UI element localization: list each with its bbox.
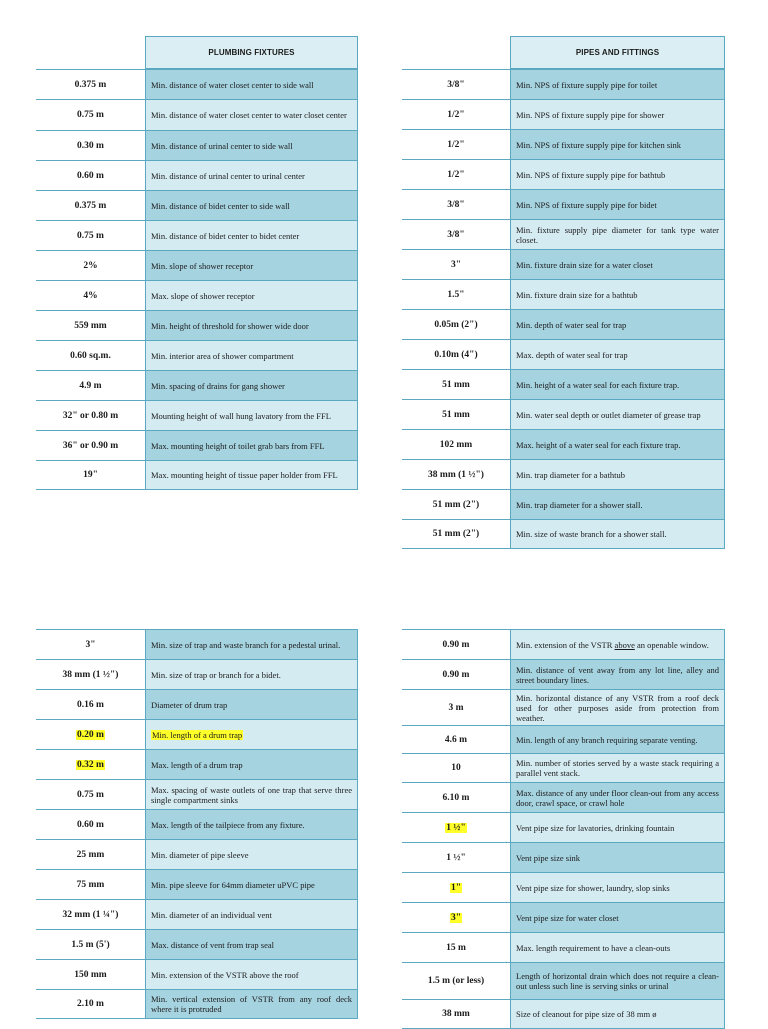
row-value: 150 mm <box>36 959 145 989</box>
table-row <box>36 899 358 929</box>
row-description: Min. number of stories served by a waste stack requiring a parallel vent stack. <box>510 753 725 782</box>
row-value: 38 mm (1 ½") <box>402 459 510 489</box>
row-description: Min. NPS of fixture supply pipe for shower <box>510 99 725 129</box>
row-value: 559 mm <box>36 310 145 340</box>
row-description: Min. distance of bidet center to bidet center <box>145 220 358 250</box>
row-description: Min. distance of water closet center to side wall <box>145 69 358 99</box>
table-row <box>402 842 725 872</box>
row-description: Min. NPS of fixture supply pipe for bidet <box>510 189 725 219</box>
table-row <box>36 370 358 400</box>
row-value: 0.32 m <box>36 749 145 779</box>
row-description: Mounting height of wall hung lavatory from the FFL <box>145 400 358 430</box>
row-description: Size of cleanout for pipe size of 38 mm ø <box>510 999 725 1029</box>
row-description: Min. size of waste branch for a shower stall. <box>510 519 725 549</box>
table-row <box>402 629 725 659</box>
row-value: 0.20 m <box>36 719 145 749</box>
row-value: 3/8" <box>402 189 510 219</box>
row-value: 0.60 m <box>36 160 145 190</box>
row-value: 75 mm <box>36 869 145 899</box>
row-description: Max. distance of vent from trap seal <box>145 929 358 959</box>
row-description: Vent pipe size sink <box>510 842 725 872</box>
pipes-fittings-table <box>402 36 725 549</box>
row-description: Min. slope of shower receptor <box>145 250 358 280</box>
row-description: Min. height of a water seal for each fixture trap. <box>510 369 725 399</box>
row-description: Min. size of trap or branch for a bidet. <box>145 659 358 689</box>
row-description: Min. spacing of drains for gang shower <box>145 370 358 400</box>
row-description: Min. depth of water seal for trap <box>510 309 725 339</box>
table-row <box>402 399 725 429</box>
row-value: 1.5 m (or less) <box>402 962 510 999</box>
row-value: 32" or 0.80 m <box>36 400 145 430</box>
traps-table <box>36 629 358 1019</box>
table-row <box>402 999 725 1029</box>
row-value: 3/8" <box>402 219 510 249</box>
row-value: 1.5 m (5') <box>36 929 145 959</box>
table-row <box>36 869 358 899</box>
table-row <box>402 689 725 725</box>
row-description: Max. mounting height of tissue paper holder from FFL <box>145 460 358 490</box>
row-description: Min. fixture drain size for a water closet <box>510 249 725 279</box>
table-row <box>402 309 725 339</box>
row-description: Min. diameter of an individual vent <box>145 899 358 929</box>
table-header: PLUMBING FIXTURES <box>145 36 358 69</box>
table-row <box>402 753 725 782</box>
row-description: Max. length of a drum trap <box>145 749 358 779</box>
row-value: 0.90 m <box>402 629 510 659</box>
table-row <box>36 250 358 280</box>
table-row <box>402 872 725 902</box>
table-row <box>36 929 358 959</box>
row-description: Min. trap diameter for a shower stall. <box>510 489 725 519</box>
table-row <box>36 190 358 220</box>
row-value: 1/2" <box>402 99 510 129</box>
row-description: Min. NPS of fixture supply pipe for bathtub <box>510 159 725 189</box>
row-value: 1 ½" <box>402 812 510 842</box>
row-value: 36" or 0.90 m <box>36 430 145 460</box>
table-row <box>402 369 725 399</box>
row-value: 0.375 m <box>36 190 145 220</box>
table-row <box>402 489 725 519</box>
table-row <box>36 989 358 1019</box>
table-row <box>36 719 358 749</box>
table-row <box>36 959 358 989</box>
table-row <box>36 839 358 869</box>
table-row <box>402 459 725 489</box>
row-description: Min. fixture supply pipe diameter for tank type water closet. <box>510 219 725 249</box>
table-row <box>402 279 725 309</box>
row-description: Diameter of drum trap <box>145 689 358 719</box>
row-value: 38 mm <box>402 999 510 1029</box>
table-row <box>36 460 358 490</box>
table-row <box>402 932 725 962</box>
table-row <box>36 659 358 689</box>
table-row <box>402 159 725 189</box>
row-value: 3" <box>402 249 510 279</box>
table-row <box>402 129 725 159</box>
row-value: 1/2" <box>402 129 510 159</box>
row-value: 51 mm <box>402 399 510 429</box>
table-row <box>36 130 358 160</box>
table-row <box>36 400 358 430</box>
row-value: 3 m <box>402 689 510 725</box>
table-row <box>36 809 358 839</box>
table-row <box>402 902 725 932</box>
plumbing-fixtures-table <box>36 36 358 490</box>
table-row <box>36 160 358 190</box>
table-header: PIPES AND FITTINGS <box>510 36 725 69</box>
row-value: 1/2" <box>402 159 510 189</box>
row-value: 10 <box>402 753 510 782</box>
row-description: Min. distance of urinal center to urinal center <box>145 160 358 190</box>
row-value: 51 mm (2") <box>402 519 510 549</box>
row-description: Vent pipe size for water closet <box>510 902 725 932</box>
row-description: Vent pipe size for lavatories, drinking fountain <box>510 812 725 842</box>
row-value: 51 mm <box>402 369 510 399</box>
row-description: Min. distance of water closet center to water closet center <box>145 99 358 130</box>
row-value: 2% <box>36 250 145 280</box>
row-value: 4.6 m <box>402 725 510 753</box>
table-row <box>402 659 725 689</box>
row-description: Min. distance of urinal center to side wall <box>145 130 358 160</box>
row-description: Min. NPS of fixture supply pipe for toilet <box>510 69 725 99</box>
row-description: Min. size of trap and waste branch for a pedestal urinal. <box>145 629 358 659</box>
table-row <box>402 429 725 459</box>
table-row <box>402 812 725 842</box>
row-value: 0.60 sq.m. <box>36 340 145 370</box>
row-description: Max. length of the tailpiece from any fixture. <box>145 809 358 839</box>
row-value: 2.10 m <box>36 989 145 1019</box>
row-value: 3/8" <box>402 69 510 99</box>
row-value: 4% <box>36 280 145 310</box>
row-description: Min. interior area of shower compartment <box>145 340 358 370</box>
row-value: 0.75 m <box>36 220 145 250</box>
table-row <box>402 339 725 369</box>
row-value: 0.05m (2") <box>402 309 510 339</box>
table-row <box>402 99 725 129</box>
row-value: 3" <box>402 902 510 932</box>
row-description: Min. horizontal distance of any VSTR from a roof deck used for other purposes aside from protection from weather. <box>510 689 725 725</box>
row-description: Max. mounting height of toilet grab bars from FFL <box>145 430 358 460</box>
table-row <box>402 249 725 279</box>
row-description: Min. diameter of pipe sleeve <box>145 839 358 869</box>
row-value: 1 ½" <box>402 842 510 872</box>
row-value: 25 mm <box>36 839 145 869</box>
row-value: 0.60 m <box>36 809 145 839</box>
row-value: 0.375 m <box>36 69 145 99</box>
row-description: Max. height of a water seal for each fixture trap. <box>510 429 725 459</box>
row-description: Min. height of threshold for shower wide door <box>145 310 358 340</box>
vents-table <box>402 629 725 1029</box>
row-description: Vent pipe size for shower, laundry, slop sinks <box>510 872 725 902</box>
row-description: Min. distance of bidet center to side wall <box>145 190 358 220</box>
row-value: 1.5" <box>402 279 510 309</box>
table-row <box>36 310 358 340</box>
table-row <box>36 220 358 250</box>
row-value: 32 mm (1 ¼") <box>36 899 145 929</box>
table-row <box>402 962 725 999</box>
table-row <box>36 689 358 719</box>
row-description: Min. length of any branch requiring separate venting. <box>510 725 725 753</box>
row-description: Max. spacing of waste outlets of one trap that serve three single compartment sinks <box>145 779 358 809</box>
row-value: 6.10 m <box>402 782 510 812</box>
row-value: 51 mm (2") <box>402 489 510 519</box>
row-description: Min. extension of the VSTR above an openable window. <box>510 629 725 659</box>
row-description: Max. slope of shower receptor <box>145 280 358 310</box>
row-value: 4.9 m <box>36 370 145 400</box>
table-row <box>402 69 725 99</box>
table-row <box>36 749 358 779</box>
row-value: 1" <box>402 872 510 902</box>
row-description: Min. trap diameter for a bathtub <box>510 459 725 489</box>
table-row <box>402 725 725 753</box>
table-row <box>36 629 358 659</box>
row-description: Min. pipe sleeve for 64mm diameter uPVC pipe <box>145 869 358 899</box>
table-row <box>402 219 725 249</box>
table-row <box>36 69 358 99</box>
row-description: Max. depth of water seal for trap <box>510 339 725 369</box>
table-row <box>36 99 358 130</box>
row-description: Min. distance of vent away from any lot line, alley and street boundary lines. <box>510 659 725 689</box>
row-value: 0.75 m <box>36 779 145 809</box>
row-value: 19" <box>36 460 145 490</box>
row-value: 3" <box>36 629 145 659</box>
row-description: Min. extension of the VSTR above the roof <box>145 959 358 989</box>
table-row <box>36 280 358 310</box>
row-value: 0.10m (4") <box>402 339 510 369</box>
row-value: 0.90 m <box>402 659 510 689</box>
row-description: Min. vertical extension of VSTR from any roof deck where it is protruded <box>145 989 358 1019</box>
table-row <box>36 340 358 370</box>
table-row <box>402 782 725 812</box>
row-value: 0.30 m <box>36 130 145 160</box>
row-value: 15 m <box>402 932 510 962</box>
table-row <box>36 779 358 809</box>
row-description: Length of horizontal drain which does not require a clean-out unless such line is serving sinks or urinal <box>510 962 725 999</box>
row-description: Min. water seal depth or outlet diameter of grease trap <box>510 399 725 429</box>
row-value: 0.16 m <box>36 689 145 719</box>
row-value: 102 mm <box>402 429 510 459</box>
row-value: 0.75 m <box>36 99 145 130</box>
row-value: 38 mm (1 ½") <box>36 659 145 689</box>
row-description: Min. NPS of fixture supply pipe for kitchen sink <box>510 129 725 159</box>
table-row <box>36 430 358 460</box>
row-description: Max. length requirement to have a clean-outs <box>510 932 725 962</box>
row-description: Min. fixture drain size for a bathtub <box>510 279 725 309</box>
row-description: Max. distance of any under floor clean-out from any access door, crawl space, or crawl hole <box>510 782 725 812</box>
row-description: Min. length of a drum trap <box>145 719 358 749</box>
table-row <box>402 519 725 549</box>
table-row <box>402 189 725 219</box>
